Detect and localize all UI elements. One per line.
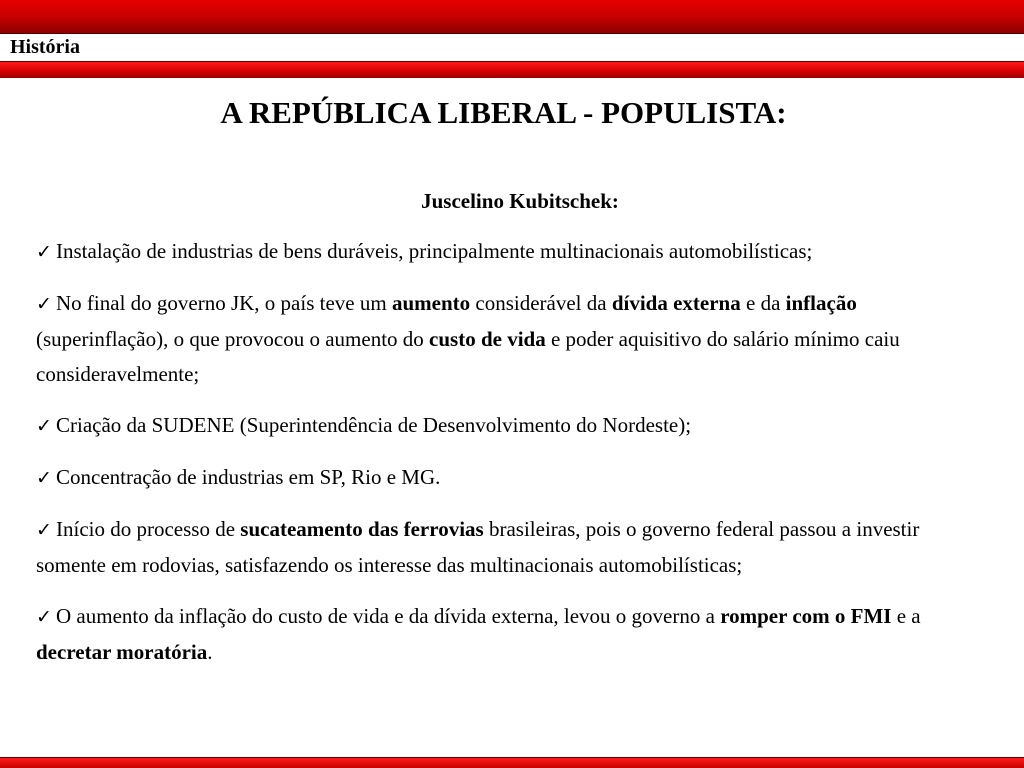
checkmark-icon: ✓ [36,607,52,628]
bullet-text: (superinflação), o que provocou o aumento do [36,327,430,351]
bullet-text: brasileiras, pois o governo federal passou a investir somente em rodovias, satisfazendo os interesse das multinacionais automobilísticas; [36,517,920,577]
bullet-emphasis: sucateamento das ferrovias [240,517,484,541]
footer-red-band [0,757,1024,768]
bullet-item [36,512,991,583]
header-divider-band [0,61,1024,78]
bullet-item [36,460,991,496]
bullet-text: e poder aquisitivo do salário mínimo caiu consideravelmente; [36,327,900,386]
slide-subtitle: Juscelino Kubitschek: [421,189,619,213]
bullet-emphasis: decretar moratória [36,640,208,664]
bullet-list [36,234,991,686]
bullet-item [36,599,991,670]
checkmark-icon: ✓ [36,416,52,437]
bullet-text: e a [891,604,921,628]
slide-title: A REPÚBLICA LIBERAL - POPULISTA: [220,95,787,130]
subject-label: História [10,36,80,58]
bullet-text: e da [740,291,786,315]
bullet-item [36,286,991,392]
bullet-text: Concentração de industrias em SP, Rio e MG. [56,465,441,489]
bullet-text: O aumento da inflação do custo de vida e da dívida externa, levou o governo a [56,604,721,628]
bullet-emphasis: dívida externa [611,291,741,315]
bullet-text: Instalação de industrias de bens duráveis, principalmente multinacionais automobilísticas; [56,239,813,263]
bullet-emphasis: inflação [785,291,857,315]
bullet-emphasis: romper com o FMI [720,604,892,628]
bullet-emphasis: custo de vida [429,327,546,351]
bullet-item [36,234,991,270]
header-red-band [0,0,1024,34]
checkmark-icon: ✓ [36,242,52,263]
bullet-text: . [207,640,213,664]
bullet-item [36,408,991,444]
checkmark-icon: ✓ [36,468,52,489]
checkmark-icon: ✓ [36,294,52,315]
bullet-emphasis: aumento [391,291,471,315]
checkmark-icon: ✓ [36,520,52,541]
bullet-text: Criação da SUDENE (Superintendência de Desenvolvimento do Nordeste); [56,413,692,437]
bullet-text: No final do governo JK, o país teve um [56,291,392,315]
bullet-text: considerável da [470,291,612,315]
bullet-text: Início do processo de [56,517,241,541]
